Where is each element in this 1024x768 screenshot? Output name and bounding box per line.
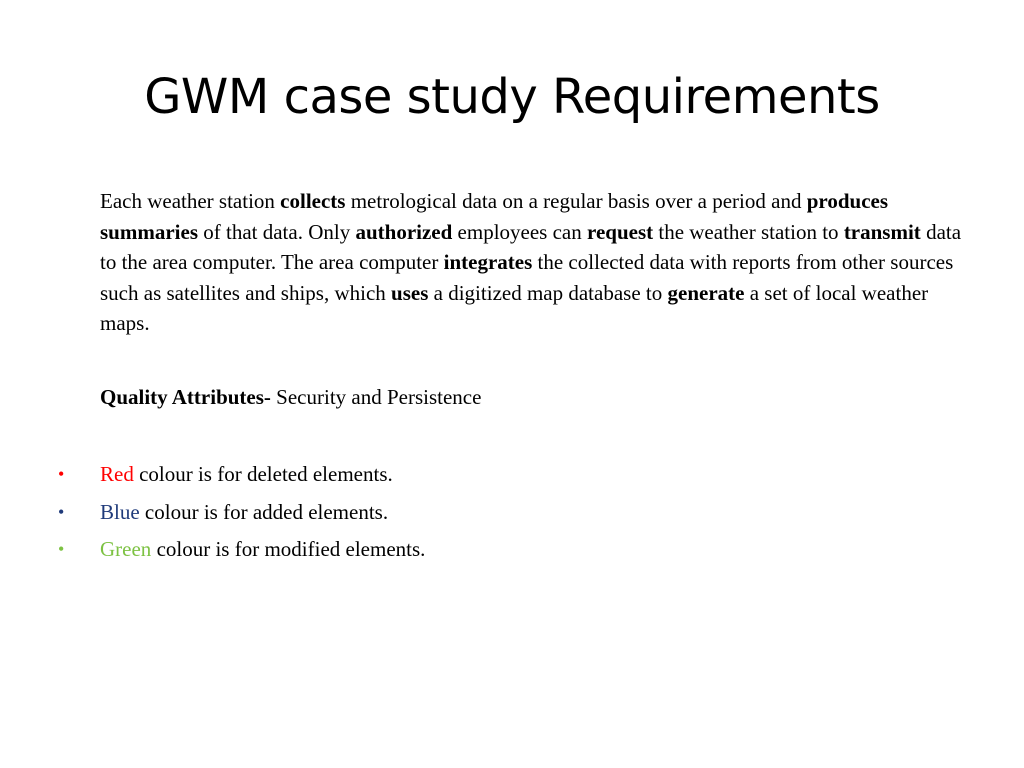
bullet-icon: • <box>58 539 65 559</box>
paragraph-keyword: produces summaries <box>100 189 889 244</box>
paragraph-text: Each weather station <box>100 189 281 213</box>
legend-color-word: Blue <box>100 499 140 524</box>
bullet-icon: • <box>58 464 65 484</box>
paragraph-keyword: request <box>587 219 654 244</box>
paragraph-text: data to the area computer. The area computer <box>100 219 962 274</box>
paragraph-keyword: transmit <box>843 219 921 244</box>
colour-legend-list <box>56 456 425 569</box>
legend-item-green <box>56 531 425 569</box>
slide-title: GWM case study Requirements <box>144 69 880 125</box>
requirements-paragraph <box>100 186 980 339</box>
legend-item-red <box>56 456 425 494</box>
bullet-icon: • <box>58 501 65 522</box>
paragraph-text: metrological data on a regular basis over a period and <box>345 189 807 213</box>
quality-attributes-label: Quality Attributes- <box>100 385 271 409</box>
paragraph-keyword: authorized <box>355 219 453 244</box>
paragraph-keyword: generate <box>667 280 745 305</box>
legend-color-word: Red <box>100 462 134 486</box>
paragraph-text: a set of local weather maps. <box>100 280 929 335</box>
legend-description: colour is for deleted elements. <box>133 462 393 486</box>
paragraph-text: the weather station to <box>653 219 844 244</box>
paragraph-text: a digitized map database to <box>428 280 668 305</box>
paragraph-text: of that data. Only <box>198 219 356 244</box>
paragraph-keyword: collects <box>280 189 346 213</box>
legend-color-word: Green <box>100 537 152 561</box>
paragraph-keyword: uses <box>391 280 429 305</box>
paragraph-text: the collected data with reports from other sources such as satellites and ships, which <box>100 250 954 305</box>
legend-description: colour is for added elements. <box>139 499 389 524</box>
legend-item-blue <box>56 494 425 532</box>
paragraph-text: employees can <box>452 219 587 244</box>
paragraph-keyword: integrates <box>443 250 533 274</box>
quality-attributes <box>100 382 980 412</box>
quality-attributes-value: Security and Persistence <box>270 385 482 409</box>
legend-description: colour is for modified elements. <box>151 537 426 561</box>
